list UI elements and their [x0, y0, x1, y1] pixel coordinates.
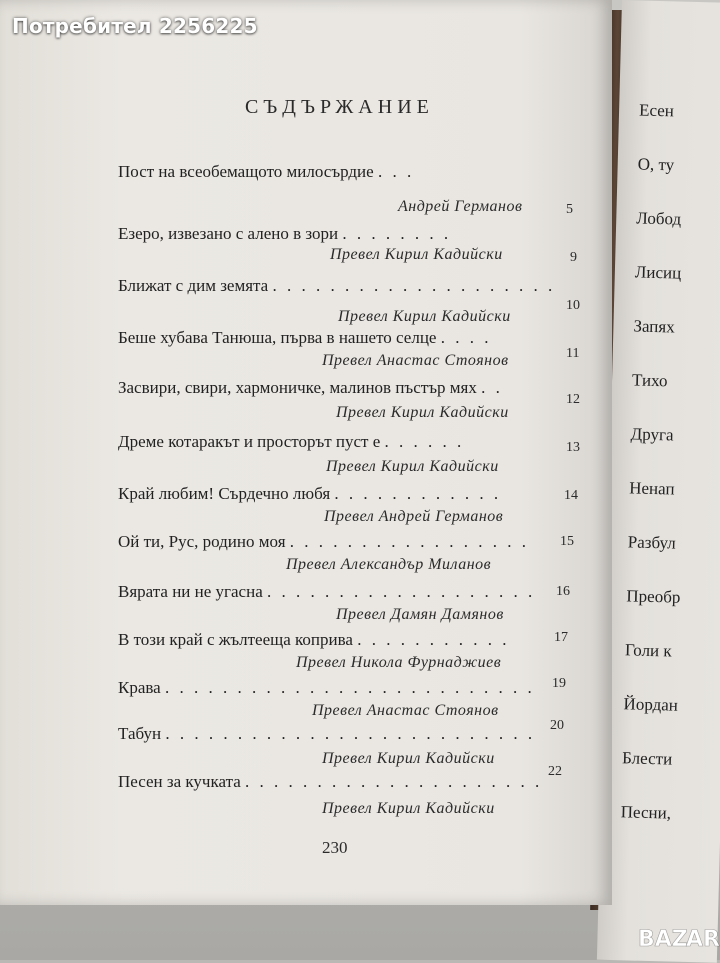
toc-entry-title: Край любим! Сърдечно любя . . . . . . . . . . . . [118, 484, 502, 503]
toc-entry-page: 17 [554, 630, 568, 645]
toc-entry-title: Табун . . . . . . . . . . . . . . . . . . . . . . . . . . [118, 724, 536, 743]
toc-entry-page: 9 [570, 250, 577, 265]
toc-entry-title: Засвири, свири, хармоничке, малинов пъстър мях . . [118, 378, 503, 397]
toc-entry-page: 12 [566, 392, 580, 407]
bazar-logo [636, 918, 720, 958]
toc-entry-page: 19 [552, 676, 566, 691]
right-page-word: Тихо [631, 370, 668, 391]
toc-entry-translator: Превел Кирил Кадийски [336, 404, 509, 421]
toc-entry-translator: Превел Дамян Дамянов [336, 606, 504, 623]
right-page-word: Запях [633, 316, 675, 337]
right-page-word: Блести [621, 748, 673, 769]
right-page-word: Лисиц [634, 262, 682, 283]
right-page-word: Голи к [624, 640, 672, 661]
right-page-word: Лобод [636, 208, 682, 229]
toc-entry-title: Беше хубава Танюша, първа в нашето селце . . . . [118, 328, 492, 347]
toc-entry-translator: Превел Кирил Кадийски [330, 246, 503, 263]
toc-entry-page: 22 [548, 764, 562, 779]
toc-entry-page: 11 [566, 346, 580, 361]
toc-entry-translator: Превел Никола Фурнаджиев [296, 654, 502, 671]
toc-entry-title: Езеро, извезано с алено в зори . . . . . . . . [118, 224, 452, 243]
toc-entry-translator: Превел Александър Миланов [286, 556, 492, 573]
toc-entry-translator: Превел Анастас Стоянов [312, 702, 499, 719]
toc-entry-translator: Превел Андрей Германов [324, 508, 504, 525]
toc-entry-page: 5 [566, 202, 573, 217]
toc-entry-title: Песен за кучката . . . . . . . . . . . . . . . . . . . . . [118, 772, 543, 791]
toc-entry-page: 14 [564, 488, 578, 503]
toc-entry-translator: Превел Кирил Кадийски [326, 458, 499, 475]
right-page-word: Разбул [627, 532, 677, 553]
toc-entry-title: Дреме котаракът и просторът пуст е . . . . . . [118, 432, 465, 451]
right-page-word: Ненап [628, 478, 675, 499]
toc-entry-page: 10 [566, 298, 580, 313]
right-page-word: Есен [638, 100, 675, 121]
svg-text:BAZ: BAZ [638, 927, 688, 952]
page-number: 230 [322, 838, 348, 857]
right-page-word: Друга [630, 424, 674, 445]
toc-entry-title: Вярата ни не угасна . . . . . . . . . . . . . . . . . . . [118, 582, 536, 601]
username-watermark: Потребител 2256225 [12, 14, 258, 38]
right-page-word: О, ту [637, 154, 675, 175]
toc-entry-translator: Превел Кирил Кадийски [338, 308, 511, 325]
toc-entry-page: 20 [550, 718, 564, 733]
right-page-word: Йордан [623, 694, 679, 715]
toc-entry-title: Ой ти, Рус, родино моя . . . . . . . . . . . . . . . . . [118, 532, 530, 551]
toc-entry-title: Ближат с дим земята . . . . . . . . . . . . . . . . . . . . [118, 276, 556, 295]
right-page-word: Преобр [626, 586, 681, 607]
toc-entry-page: 16 [556, 584, 570, 599]
toc-entry-title: Пост на всеобемащото милосърдие . . . [118, 162, 415, 181]
toc-entry-translator: Андрей Германов [398, 198, 523, 215]
right-page-word: Песни, [620, 802, 672, 823]
toc-entry-translator: Превел Анастас Стоянов [322, 352, 509, 369]
toc-entry-page: 15 [560, 534, 574, 549]
svg-text:AR: AR [686, 927, 720, 952]
toc-entry-title: В този край с жълтееща коприва . . . . . . . . . . . [118, 630, 510, 649]
toc-entry-translator: Превел Кирил Кадийски [322, 800, 495, 817]
toc-heading: СЪДЪРЖАНИЕ [245, 96, 434, 118]
toc-entry-title: Крава . . . . . . . . . . . . . . . . . . . . . . . . . . [118, 678, 535, 697]
toc-entry-translator: Превел Кирил Кадийски [322, 750, 495, 767]
toc-entry-page: 13 [566, 440, 580, 455]
